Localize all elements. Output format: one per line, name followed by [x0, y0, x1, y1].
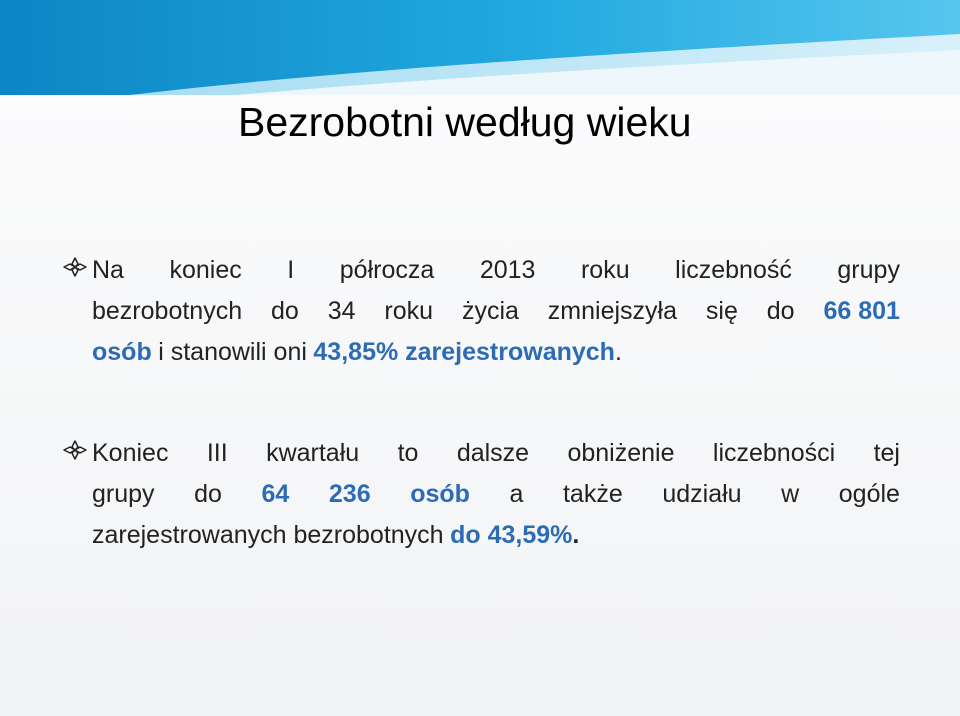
period: . [572, 521, 580, 549]
word: udziału [662, 480, 742, 508]
bullet-1-line-3 [62, 332, 900, 373]
highlight-unit: osób [92, 338, 152, 366]
word: I [287, 256, 295, 284]
word: roku [580, 256, 630, 284]
slide-title: Bezrobotni według wieku [238, 99, 692, 145]
text-fragment: zarejestrowanych bezrobotnych [92, 521, 444, 549]
bullet-item-1 [62, 250, 900, 373]
word: obniżenie [567, 439, 675, 467]
word: do [194, 480, 222, 508]
word: liczebność [675, 256, 792, 284]
word: grupy [92, 480, 155, 508]
bullet-1-line-2 [62, 291, 900, 332]
bullet-2-line-1 [62, 433, 900, 474]
word: grupy [837, 256, 900, 284]
word: koniec [169, 256, 242, 284]
word: to [397, 439, 419, 467]
highlight-count-part: 64 [261, 480, 290, 508]
word: III [206, 439, 228, 467]
highlight-percent: 43,85% zarejestrowanych [313, 338, 615, 366]
highlight-count-part: 236 [328, 480, 371, 508]
word: a [509, 480, 524, 508]
word: 2013 [479, 256, 536, 284]
word: do [766, 297, 795, 325]
word: liczebności [712, 439, 836, 467]
word: bezrobotnych [92, 297, 243, 325]
word: 34 [327, 297, 356, 325]
word: roku [384, 297, 434, 325]
word: się [705, 297, 738, 325]
word: ogóle [838, 480, 900, 508]
word: dalsze [456, 439, 530, 467]
word: także [562, 480, 623, 508]
bullet-item-2 [62, 433, 900, 556]
highlight-unit: osób [410, 480, 470, 508]
word: kwartału [266, 439, 360, 467]
text-fragment: i stanowili oni [158, 338, 307, 366]
word: półrocza [339, 256, 435, 284]
highlight-percent: do 43,59% [450, 521, 573, 549]
period: . [614, 338, 622, 366]
word: zmniejszyła [547, 297, 677, 325]
word: Koniec [92, 439, 169, 467]
word: w [781, 480, 800, 508]
word: do [271, 297, 299, 325]
word: Na [92, 256, 124, 284]
bullet-2-line-2 [62, 474, 900, 515]
word: tej [873, 439, 900, 467]
diamond-bullet-icon [62, 439, 92, 461]
bullet-1-line-1 [62, 250, 900, 291]
diamond-bullet-icon [62, 256, 92, 278]
highlight-count: 66 801 [823, 297, 900, 325]
word: życia [461, 297, 519, 325]
bullet-2-line-3 [62, 515, 900, 556]
slide-background [0, 95, 960, 716]
